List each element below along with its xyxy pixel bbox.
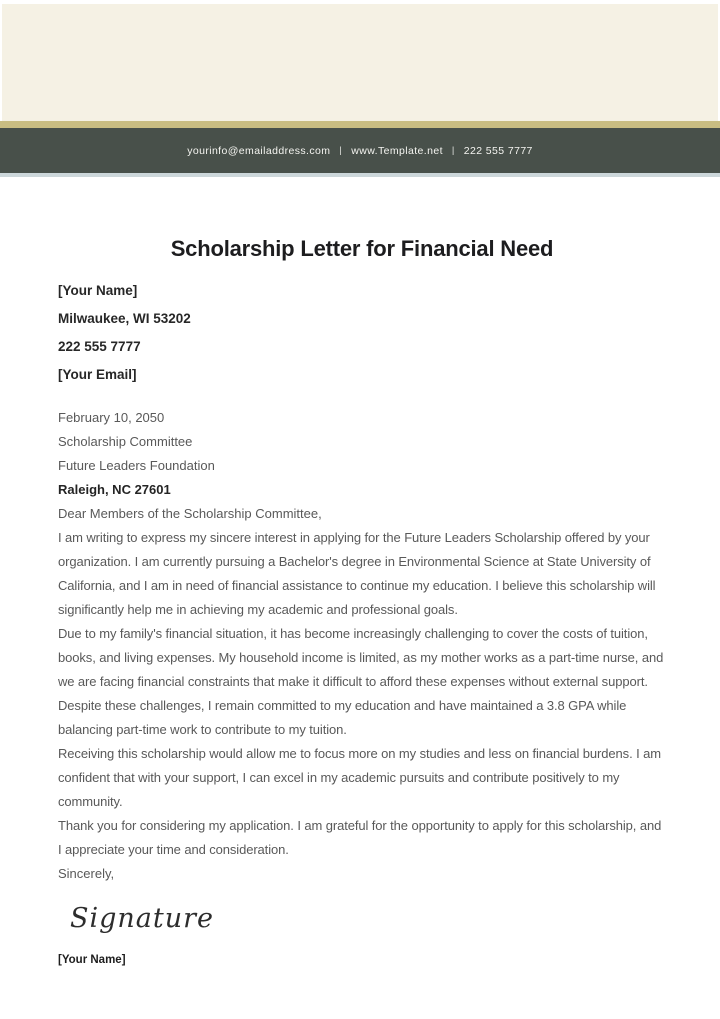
header-contact-bar (0, 128, 720, 173)
letter-title: Scholarship Letter for Financial Need (170, 236, 554, 261)
signature-script: Signature (70, 903, 215, 934)
gold-divider (0, 121, 720, 128)
header-banner (2, 4, 718, 121)
recipient-line: Future Leaders Foundation (58, 458, 215, 473)
letter-content (58, 236, 666, 967)
recipient-block (58, 406, 666, 526)
recipient-city-state-zip: Raleigh, NC 27601 (58, 482, 171, 497)
separator-icon: | (339, 145, 343, 156)
paragraph: Receiving this scholarship would allow me to focus more on my studies and less on financial burdens. I am confident that with your support, I can excel in my academic pursuits and contribute positively to my community. (58, 746, 661, 809)
letter-paragraphs (58, 526, 666, 862)
salutation: Dear Members of the Scholarship Committee, (58, 506, 322, 521)
closing: Sincerely, (58, 866, 115, 881)
paragraph: Thank you for considering my application. I am grateful for the opportunity to apply for this scholarship, and I appreciate your time and consideration. (58, 818, 662, 857)
header-phone: 222 555 7777 (463, 144, 533, 157)
sender-block (58, 284, 666, 382)
sender-name: [Your Name] (58, 283, 138, 298)
letter-date: February 10, 2050 (58, 410, 165, 425)
signer-name: [Your Name] (58, 954, 126, 966)
sender-email: [Your Email] (58, 367, 137, 382)
header-email: yourinfo@emailaddress.com (187, 144, 331, 157)
sender-phone: 222 555 7777 (58, 339, 141, 354)
separator-icon: | (451, 145, 455, 156)
paragraph: Due to my family's financial situation, it has become increasingly challenging to cover the costs of tuition, books, and living expenses. My household income is limited, as my mother works as a part-time nurse, and we are facing financial constraints that make it difficult to afford these expenses without external support. Despite these challenges, I remain committed to my education and have maintained a 3.8 GPA while balancing part-time work to contribute to my tuition. (58, 626, 664, 737)
paragraph: I am writing to express my sincere interest in applying for the Future Leaders Scholarship offered by your organization. I am currently pursuing a Bachelor's degree in Environmental Science at State University of California, and I am in need of financial assistance to continue my education. I believe this scholarship will significantly help me in achieving my academic and professional goals. (58, 530, 656, 617)
header-website: www.Template.net (351, 144, 443, 157)
light-divider (0, 173, 720, 177)
recipient-line: Scholarship Committee (58, 434, 193, 449)
sender-city-state-zip: Milwaukee, WI 53202 (58, 311, 191, 326)
